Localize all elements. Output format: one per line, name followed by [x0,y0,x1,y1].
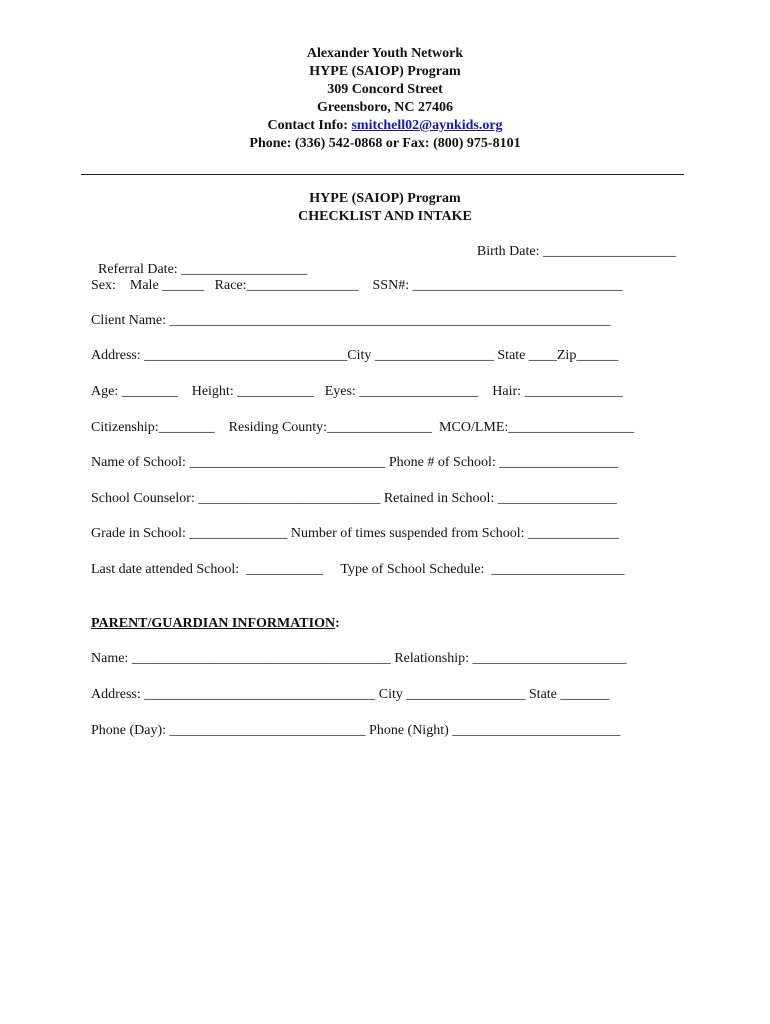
birth-date-field[interactable]: Birth Date: ___________________ [476,244,676,259]
contact-label: Contact Info: [267,118,352,133]
org-name: Alexander Youth Network [306,46,464,61]
contact-info [0,117,770,135]
form-subtitle: CHECKLIST AND INTAKE [298,209,472,224]
contact-email-link[interactable]: smitchell02@aynkids.org [351,118,503,133]
sex-race-ssn-row[interactable]: Sex: Male ______ Race:________________ SSN#: ______________________________ [91,278,623,293]
parent-guardian-title: PARENT/GUARDIAN INFORMATION [91,616,336,631]
document-header [0,45,770,153]
citizenship-county-row[interactable]: Citizenship:________ Residing County:_______________ MCO/LME:__________________ [91,420,635,435]
parent-name-row[interactable]: Name: _____________________________________ Relationship: ______________________ [91,651,627,666]
client-name-row[interactable]: Client Name: _______________________________________________________________ [91,313,611,328]
city-state: Greensboro, NC 27406 [317,100,453,115]
school-counselor-row[interactable]: School Counselor: __________________________ Retained in School: _________________ [91,491,617,506]
header-divider [81,174,684,175]
referral-date-field[interactable]: Referral Date: __________________ [98,262,308,277]
form-title: HYPE (SAIOP) Program [309,191,461,206]
address-row[interactable]: Address: _____________________________City _________________ State ____Zip______ [91,348,619,363]
parent-phone-row[interactable]: Phone (Day): ____________________________ Phone (Night) ________________________ [91,723,621,738]
last-date-schedule-row[interactable]: Last date attended School: ___________ Type of School Schedule: ___________________ [91,562,625,577]
phone-fax: Phone: (336) 542-0868 or Fax: (800) 975-8101 [249,136,521,151]
parent-guardian-colon: : [335,616,340,631]
parent-address-row[interactable]: Address: _________________________________ City _________________ State _______ [91,687,610,702]
parent-guardian-heading [91,615,340,633]
school-name-row[interactable]: Name of School: ____________________________ Phone # of School: _________________ [91,455,619,470]
street-address: 309 Concord Street [327,82,443,97]
form-heading [0,190,770,226]
program-name: HYPE (SAIOP) Program [309,64,461,79]
age-height-eyes-hair-row[interactable]: Age: ________ Height: ___________ Eyes: _________________ Hair: ______________ [91,384,623,399]
grade-suspension-row[interactable]: Grade in School: ______________ Number of times suspended from School: _____________ [91,526,620,541]
